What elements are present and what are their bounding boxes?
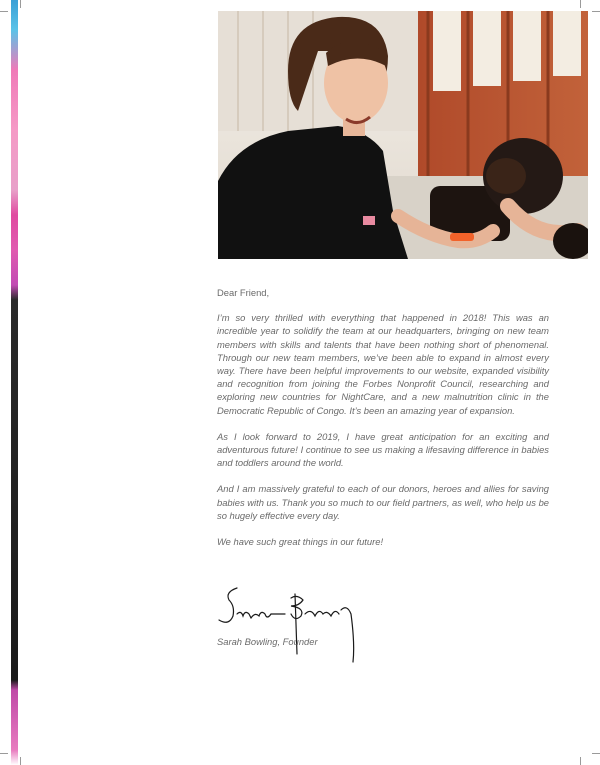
left-color-strip bbox=[11, 0, 18, 765]
crop-mark bbox=[592, 11, 600, 12]
signature-caption: Sarah Bowling, Founder bbox=[217, 636, 318, 647]
letter-paragraph: We have such great things in our future! bbox=[217, 536, 384, 548]
crop-mark bbox=[0, 753, 8, 754]
letter-body bbox=[217, 286, 549, 561]
founder-photo bbox=[218, 11, 588, 259]
letter-paragraph: As I look forward to 2019, I have great anticipation for an exciting and adventurous future! I continue to see us making a lifesaving difference in babies and toddlers around the world. bbox=[217, 430, 549, 469]
crop-mark bbox=[0, 11, 8, 12]
crop-mark bbox=[20, 757, 21, 765]
letter-paragraph: I’m so very thrilled with everything that happened in 2018! This was an incredible year to solidify the team at our headquarters, bringing on new team members with skills and talents that have been nothing short of phenomenal. Through our new team members, we’ve been able to expand in almost every way. There have been helpful improvements to our website, expanded visibility and recognition from joining the Forbes Nonprofit Council, researching and exploring new countries for NightCare, and a new malnutrition clinic in the Democratic Republic of Congo. It’s been an amazing year of expansion. bbox=[217, 312, 549, 416]
letter-greeting: Dear Friend, bbox=[217, 287, 270, 298]
crop-mark bbox=[20, 0, 21, 8]
crop-mark bbox=[580, 757, 581, 765]
photo-illustration bbox=[218, 11, 588, 259]
crop-mark bbox=[592, 753, 600, 754]
handwritten-signature bbox=[215, 584, 365, 669]
letter-paragraph: And I am massively grateful to each of our donors, heroes and allies for saving babies with us. Thank you so much to our field partners, as well, who help us be so hugely effective every day. bbox=[217, 483, 549, 521]
crop-mark bbox=[580, 0, 581, 8]
